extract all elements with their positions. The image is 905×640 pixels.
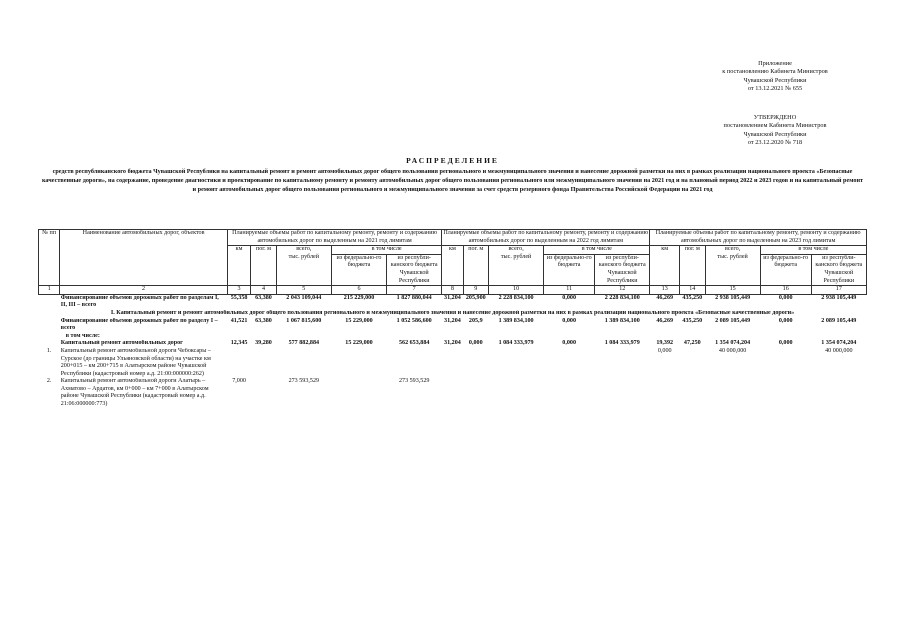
cell bbox=[680, 378, 705, 408]
table-row bbox=[39, 378, 867, 408]
cell: 1 084 333,979 bbox=[604, 340, 640, 347]
col-number: 16 bbox=[760, 286, 811, 295]
pm-header: пог. м bbox=[680, 246, 705, 286]
col-number: 10 bbox=[489, 286, 544, 295]
total-header bbox=[705, 246, 760, 286]
cell bbox=[489, 348, 544, 378]
cell: 215 229,000 bbox=[343, 294, 375, 301]
cell: 15 229,000 bbox=[345, 340, 373, 347]
col-number: 13 bbox=[650, 286, 680, 295]
cell bbox=[463, 348, 488, 378]
appendix-block bbox=[700, 60, 850, 94]
cell: 205,9 bbox=[468, 317, 483, 324]
total-unit: тыс. рублей bbox=[288, 253, 320, 260]
cell: 577 882,884 bbox=[288, 340, 320, 347]
cell bbox=[251, 348, 276, 378]
cell: 0,000 bbox=[778, 317, 793, 324]
cell: 41,521 bbox=[230, 317, 248, 324]
cell: 46,269 bbox=[656, 317, 674, 324]
cell bbox=[442, 348, 463, 378]
table-row bbox=[39, 333, 867, 341]
approval-block bbox=[700, 114, 850, 148]
cell: 2 228 834,100 bbox=[604, 294, 640, 301]
section-title: I. Капитальный ремонт и ремонт автомобильных дорог общего пользования регионального и межмуниципального значения и нанесение дорожной разметки на них в рамках реализации национального проекта «Безопасные качественные дороги» bbox=[110, 309, 795, 316]
rep-header: из республи-канского бюджета Чувашской Республики bbox=[811, 254, 866, 285]
cell: 0,000 bbox=[562, 294, 577, 301]
cell: 0,000 bbox=[778, 340, 793, 347]
fed-header: из федерально-го бюджета bbox=[331, 254, 386, 285]
col-2021-header: Планируемые объемы работ по капитальному ремонту, ремонту и содержанию автомобильных дорог по выделенным на 2021 год лимитам bbox=[227, 230, 441, 246]
km-header: км bbox=[227, 246, 250, 286]
row-name: Капитальный ремонт автомобильной дороги Алатырь – Ахматово – Ардатов, км 0+000 – км 7+000 в Алатырском районе Чувашской Республики (кадастровый номер а.д. 21:06:000000:773) bbox=[60, 378, 209, 408]
table-row bbox=[39, 318, 867, 333]
pm-header: пог. м bbox=[251, 246, 276, 286]
header-row bbox=[39, 230, 867, 246]
cell: 1 389 834,100 bbox=[604, 317, 640, 324]
col-2023-header: Планируемые объемы работ по капитальному ремонту, ремонту и содержанию автомобильных дорог по выделенным на 2023 год лимитам bbox=[650, 230, 867, 246]
cell bbox=[760, 348, 811, 378]
appendix-line: к постановлению Кабинета Министров bbox=[722, 68, 828, 76]
cell: 19,392 bbox=[656, 340, 674, 347]
approval-line: постановлением Кабинета Министров bbox=[723, 122, 827, 130]
cell: 0,000 bbox=[562, 340, 577, 347]
table-row bbox=[39, 340, 867, 348]
total-unit: тыс. рублей bbox=[500, 253, 532, 260]
col-number: 17 bbox=[811, 286, 866, 295]
cell: 55,358 bbox=[230, 294, 248, 301]
cell bbox=[331, 348, 386, 378]
km-header: км bbox=[650, 246, 680, 286]
cell: 0,000 bbox=[778, 294, 793, 301]
cell: 47,250 bbox=[683, 340, 701, 347]
row-num bbox=[39, 294, 60, 310]
cell: 40 000,000 bbox=[718, 347, 747, 354]
total-header bbox=[276, 246, 331, 286]
cell: 2 228 834,100 bbox=[498, 294, 534, 301]
table-row bbox=[39, 294, 867, 310]
rep-header: из республи-канского бюджета Чувашской Республики bbox=[387, 254, 442, 285]
total-label: всего, bbox=[296, 246, 312, 253]
cell bbox=[442, 378, 463, 408]
cell: 40 000,000 bbox=[825, 347, 853, 354]
col-number: 14 bbox=[680, 286, 705, 295]
incl-header: в том числе bbox=[331, 246, 441, 255]
cell: 2 938 105,449 bbox=[715, 294, 751, 301]
row-num bbox=[39, 340, 60, 348]
total-unit: тыс. рублей bbox=[717, 253, 748, 260]
incl-header: в том числе bbox=[544, 246, 650, 255]
row-name: Капитальный ремонт автомобильной дороги Чебоксары – Сурское (до границы Ульяновской области) на участке км 200+015 – км 200+715 в Алатырском районе Чувашской Республики (кадастровый номер а.д. 21:00:000000:262) bbox=[60, 347, 211, 377]
cell: 0,000 bbox=[562, 317, 577, 324]
cell bbox=[489, 378, 544, 408]
cell bbox=[595, 378, 650, 408]
row-num bbox=[39, 333, 60, 341]
cell: 1 354 074,204 bbox=[821, 340, 857, 347]
row-name: Капитальный ремонт автомобильных дорог bbox=[60, 340, 183, 347]
fed-header: из федерально-го бюджета bbox=[544, 254, 595, 285]
cell: 31,204 bbox=[444, 294, 461, 301]
approval-line: от 23.12.2020 № 718 bbox=[747, 139, 803, 147]
cell: 2 043 109,044 bbox=[286, 294, 322, 301]
cell: 205,900 bbox=[465, 294, 486, 301]
total-label: всего, bbox=[725, 246, 741, 253]
col-number: 9 bbox=[463, 286, 488, 295]
cell bbox=[705, 378, 760, 408]
cell bbox=[387, 348, 442, 378]
cell: 0,000 bbox=[468, 340, 483, 347]
col-2022-header: Планируемые объемы работ по капитальному ремонту, ремонту и содержанию автомобильных дорог по выделенным на 2022 год лимитам bbox=[442, 230, 650, 246]
col-number: 7 bbox=[387, 286, 442, 295]
appendix-line: Чувашской Республики bbox=[743, 76, 807, 84]
row-num: 1. bbox=[46, 347, 52, 354]
rep-header: из республи-канского бюджета Чувашской Республики bbox=[595, 254, 650, 285]
km-header: км bbox=[442, 246, 463, 286]
col-num-header: № пп bbox=[39, 230, 60, 286]
cell bbox=[463, 378, 488, 408]
row-name: Финансирование объемов дорожных работ по разделу I – всего bbox=[60, 317, 218, 332]
cell: 273 593,529 bbox=[288, 378, 320, 385]
section-row bbox=[39, 310, 867, 318]
cell: 562 653,884 bbox=[398, 340, 430, 347]
cell: 12,345 bbox=[230, 340, 248, 347]
appendix-line: Приложение bbox=[758, 60, 792, 67]
pm-header: пог. м bbox=[463, 246, 488, 286]
cell bbox=[227, 348, 250, 378]
cell: 46,269 bbox=[656, 294, 674, 301]
approval-line: УТВЕРЖДЕНО bbox=[753, 114, 797, 121]
col-number: 1 bbox=[39, 286, 60, 295]
cell: 39,280 bbox=[255, 340, 272, 347]
col-number: 5 bbox=[276, 286, 331, 295]
cell: 15 229,000 bbox=[345, 317, 373, 324]
col-number: 2 bbox=[60, 286, 228, 295]
cell: 1 354 074,204 bbox=[715, 340, 751, 347]
cell bbox=[595, 348, 650, 378]
cell bbox=[650, 378, 680, 408]
cell: 1 052 586,600 bbox=[396, 317, 432, 324]
cell: 1 389 834,100 bbox=[498, 317, 534, 324]
col-number: 4 bbox=[251, 286, 276, 295]
col-number: 8 bbox=[442, 286, 463, 295]
cell: 1 067 815,600 bbox=[286, 317, 322, 324]
column-number-row bbox=[39, 286, 867, 295]
cell: 31,204 bbox=[444, 340, 461, 347]
cell: 273 593,529 bbox=[398, 378, 430, 385]
cell: 0,000 bbox=[657, 347, 672, 354]
row-name: в том числе: bbox=[65, 332, 100, 339]
document-subtitle: средств республиканского бюджета Чувашской Республики на капитальный ремонт и ремонт автомобильных дорог общего пользования регионального и межмуниципального значения и нанесение дорожной разметки на них в рамках реализации национального проекта «Безопасные качественные дороги», на содержание, проведение диагностики и проектирование по капитальному ремонту и ремонту автомобильных дорог общего пользования регионального или межмуниципального значения на 2021 год и на плановый период 2022 и 2023 годов и на капитальный ремонт и ремонт автомобильных дорог общего пользования регионального и межмуниципального значения за счет средств резервного фонда Правительства Российской Федерации на 2021 год bbox=[41, 168, 864, 193]
col-number: 15 bbox=[705, 286, 760, 295]
fed-header: из федерально-го бюджета bbox=[760, 254, 811, 285]
total-label: всего, bbox=[508, 246, 524, 253]
col-number: 3 bbox=[227, 286, 250, 295]
cell: 31,204 bbox=[444, 317, 461, 324]
empty-cells bbox=[227, 333, 866, 341]
col-name-header: Наименование автомобильных дорог, объектов bbox=[60, 230, 228, 286]
row-num: 2. bbox=[46, 378, 52, 385]
col-number: 6 bbox=[331, 286, 386, 295]
cell: 63,380 bbox=[255, 317, 272, 324]
cell: 435,250 bbox=[682, 294, 703, 301]
appendix-line: от 13.12.2021 № 655 bbox=[747, 85, 803, 93]
cell: 435,250 bbox=[682, 317, 703, 324]
cell bbox=[544, 348, 595, 378]
cell bbox=[544, 378, 595, 408]
cell: 63,380 bbox=[255, 294, 272, 301]
total-header bbox=[489, 246, 544, 286]
cell: 2 089 105,449 bbox=[715, 317, 751, 324]
cell bbox=[760, 378, 811, 408]
table-row bbox=[39, 348, 867, 378]
cell: 1 827 880,044 bbox=[396, 294, 432, 301]
cell: 1 084 333,979 bbox=[498, 340, 534, 347]
incl-header: в том числе bbox=[760, 246, 866, 255]
distribution-table bbox=[38, 229, 867, 409]
row-name: Финансирование объемов дорожных работ по разделам I, II, III – всего bbox=[60, 294, 219, 309]
col-number: 12 bbox=[595, 286, 650, 295]
cell bbox=[811, 378, 866, 408]
approval-line: Чувашской Республики bbox=[743, 130, 807, 138]
cell: 2 089 105,449 bbox=[821, 317, 857, 324]
cell: 7,000 bbox=[232, 378, 246, 385]
row-num bbox=[39, 318, 60, 333]
cell bbox=[680, 348, 705, 378]
cell bbox=[251, 378, 276, 408]
document-title: РАСПРЕДЕЛЕНИЕ bbox=[406, 156, 499, 165]
cell: 2 938 105,449 bbox=[821, 294, 857, 301]
cell bbox=[276, 348, 331, 378]
cell bbox=[331, 378, 386, 408]
col-number: 11 bbox=[544, 286, 595, 295]
